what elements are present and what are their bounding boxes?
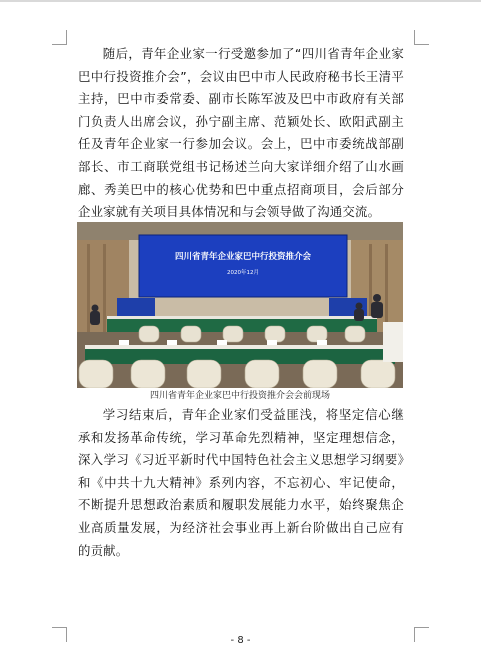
meeting-photo	[77, 222, 403, 388]
crop-mark-top-left	[52, 30, 67, 45]
body-paragraph-1: 随后，青年企业家一行受邀参加了“四川省青年企业家巴中行投资推介会”，会议由巴中市人民政府秘书长王清平主持，巴中市委常委、副市长陈军波及巴中市政府有关部门负责人出席会议，孙宁副主席、范颖处长、欧阳武副主任及青年企业家一行参加会议。会上，巴中市委统战部副部长、市工商联党组书记杨述兰向大家详细介绍了山水画廊、秀美巴中的核心优势和巴中重点招商项目，会后部分企业家就有关项目具体情况和与会领导做了沟通交流。	[78, 46, 404, 220]
body-paragraph-2: 学习结束后，青年企业家们受益匪浅，将坚定信心继承和发扬革命传统，学习革命先烈精神，坚定理想信念，深入学习《习近平新时代中国特色社会主义思想学习纲要》和《中共十九大精神》系列内容，不忘初心、牢记使命，不断提升思想政治素质和履职发展能力水平，始终聚焦企业高质量发展，为经济社会事业再上新台阶做出自己应有的贡献。	[78, 407, 404, 558]
photo-caption: 四川省青年企业家巴中行投资推介会会前现场	[149, 391, 330, 401]
screen-title: 四川省青年企业家巴中行投资推介会	[174, 252, 312, 262]
crop-mark-top-right	[414, 30, 429, 45]
page-number: - 8 -	[230, 635, 251, 646]
page-top-edge	[0, 0, 481, 2]
screen-date: 2020年12月	[227, 270, 259, 276]
